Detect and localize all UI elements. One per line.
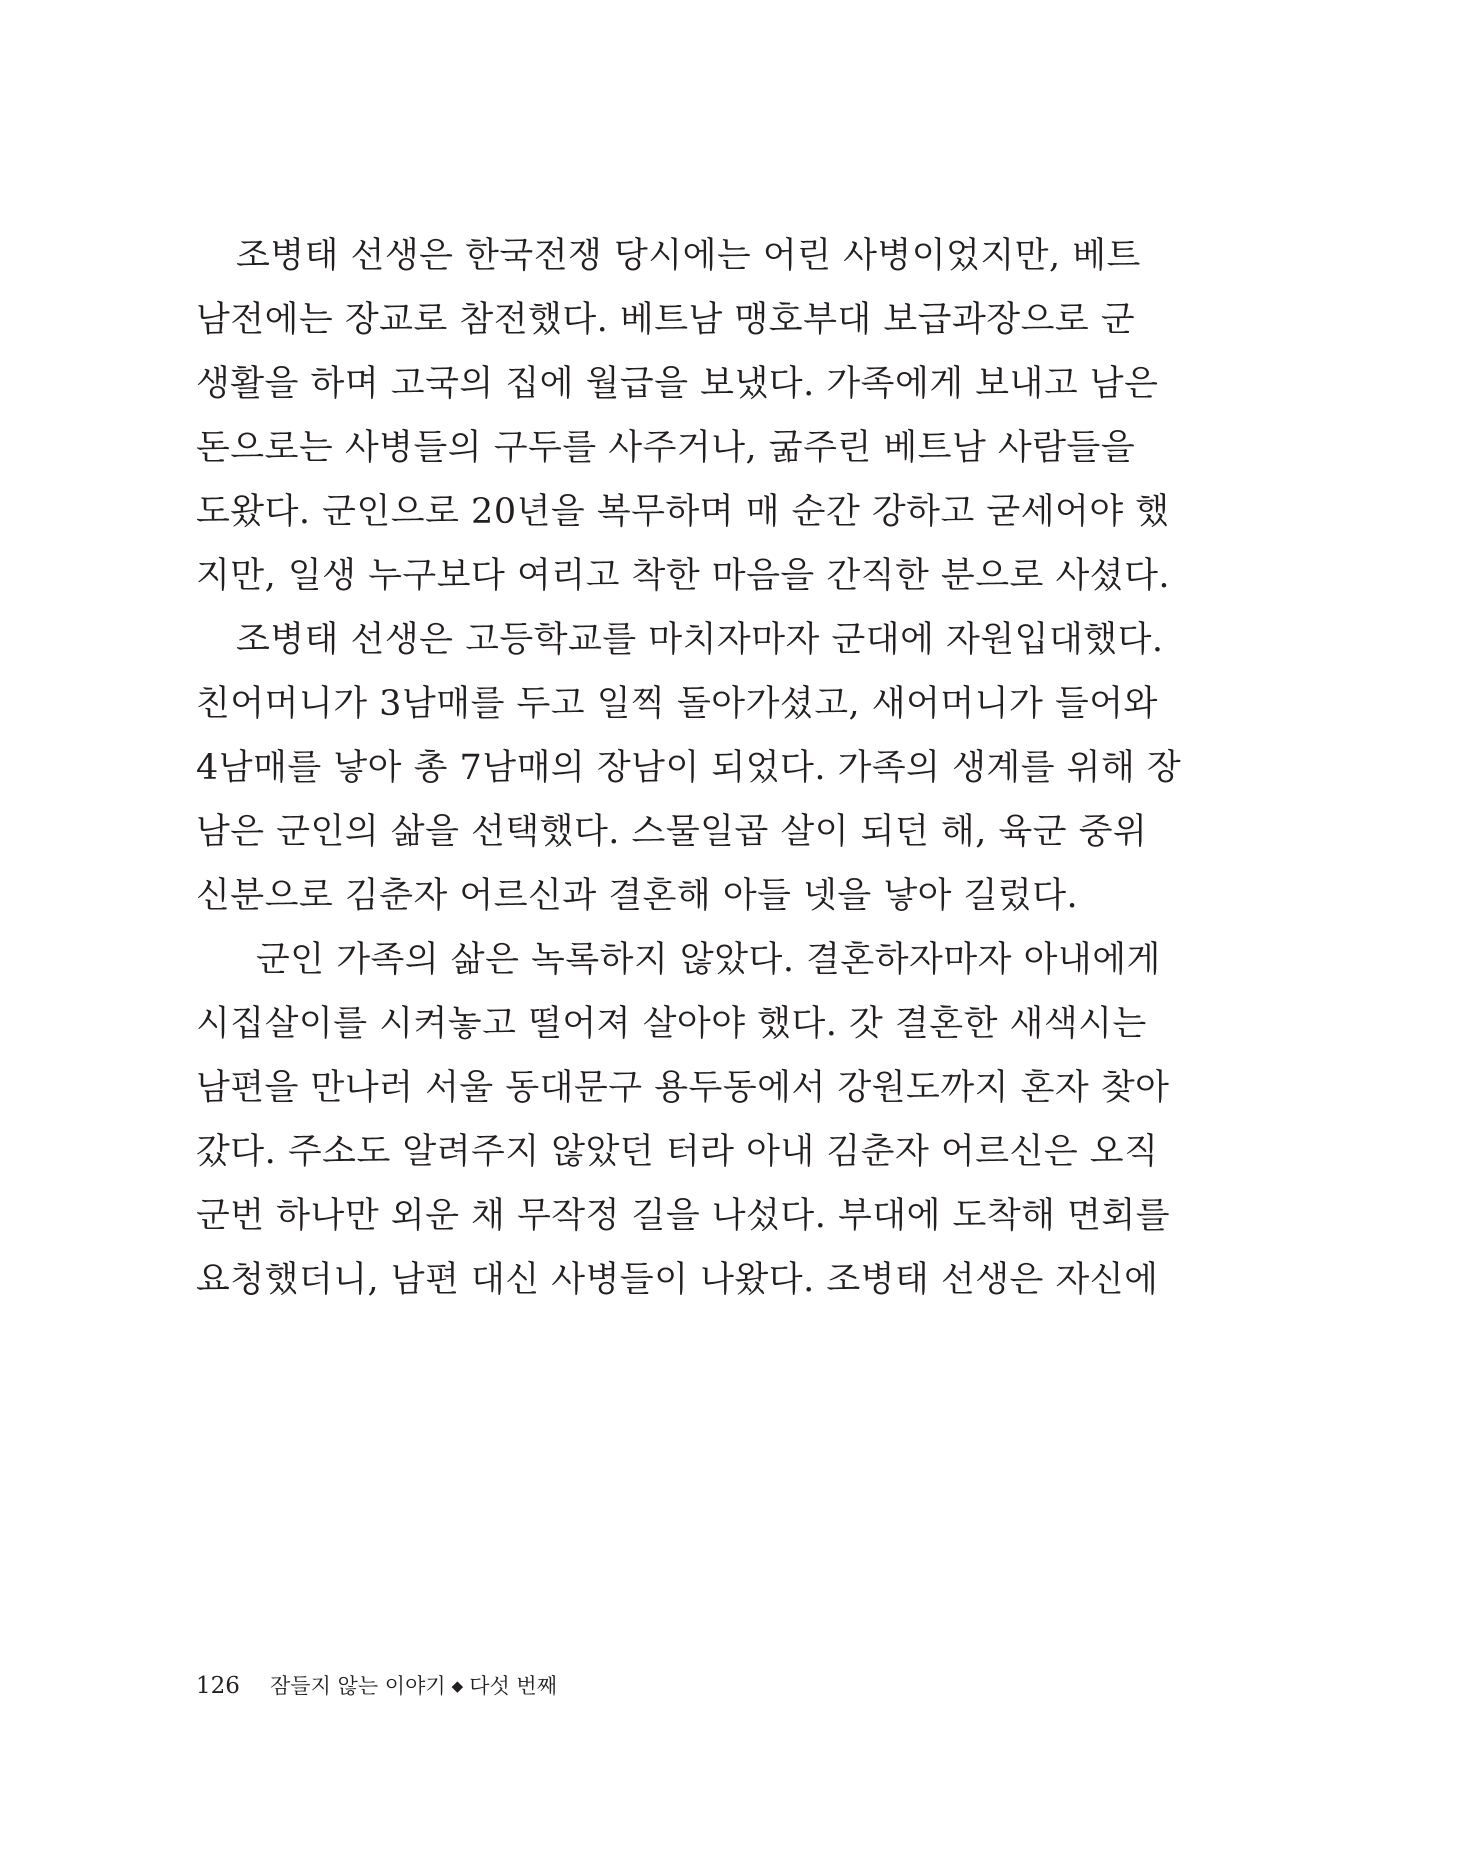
text-line: 돈으로는 사병들의 구두를 사주거나, 굶주린 베트남 사람들을 [196, 428, 1136, 468]
text-line: 4남매를 낳아 총 7남매의 장남이 되었다. 가족의 생계를 위해 장 [196, 748, 1182, 788]
text-line: 갔다. 주소도 알려주지 않았던 터라 아내 김춘자 어르신은 오직 [196, 1132, 1159, 1172]
text-line: 요청했더니, 남편 대신 사병들이 나왔다. 조병태 선생은 자신에 [196, 1260, 1159, 1300]
text-line: 시집살이를 시켜놓고 떨어져 살아야 했다. 갓 결혼한 새색시는 [196, 1004, 1147, 1044]
text-line: 남편을 만나러 서울 동대문구 용두동에서 강원도까지 혼자 찾아 [196, 1068, 1170, 1108]
page-footer [196, 1668, 557, 1704]
text-line: 신분으로 김춘자 어르신과 결혼해 아들 넷을 낳아 길렀다. [196, 876, 1079, 916]
text-line: 남전에는 장교로 참전했다. 베트남 맹호부대 보급과장으로 군 [196, 300, 1136, 340]
text-line: 군번 하나만 외운 채 무작정 길을 나섰다. 부대에 도착해 면회를 [196, 1196, 1171, 1236]
text-line: 생활을 하며 고국의 집에 월급을 보냈다. 가족에게 보내고 남은 [196, 364, 1159, 404]
diamond-separator-icon: ◆ [451, 1677, 464, 1695]
book-title: 잠들지 않는 이야기 [270, 1674, 446, 1698]
text-line: 친어머니가 3남매를 두고 일찍 돌아가셨고, 새어머니가 들어와 [196, 684, 1158, 724]
body-text [196, 224, 1182, 1312]
text-line: 지만, 일생 누구보다 여리고 착한 마음을 간직한 분으로 사셨다. [196, 556, 1171, 596]
text-line: 도왔다. 군인으로 20년을 복무하며 매 순간 강하고 굳세어야 했 [196, 492, 1170, 532]
page-number: 126 [196, 1673, 240, 1699]
text-line: 남은 군인의 삶을 선택했다. 스물일곱 살이 되던 해, 육군 중위 [196, 812, 1148, 852]
text-line: 조병태 선생은 한국전쟁 당시에는 어린 사병이었지만, 베트 [236, 236, 1141, 276]
text-line: 조병태 선생은 고등학교를 마치자마자 군대에 자원입대했다. [236, 620, 1164, 660]
text-line: 군인 가족의 삶은 녹록하지 않았다. 결혼하자마자 아내에게 [256, 940, 1161, 980]
volume-label: 다섯 번째 [469, 1674, 558, 1698]
